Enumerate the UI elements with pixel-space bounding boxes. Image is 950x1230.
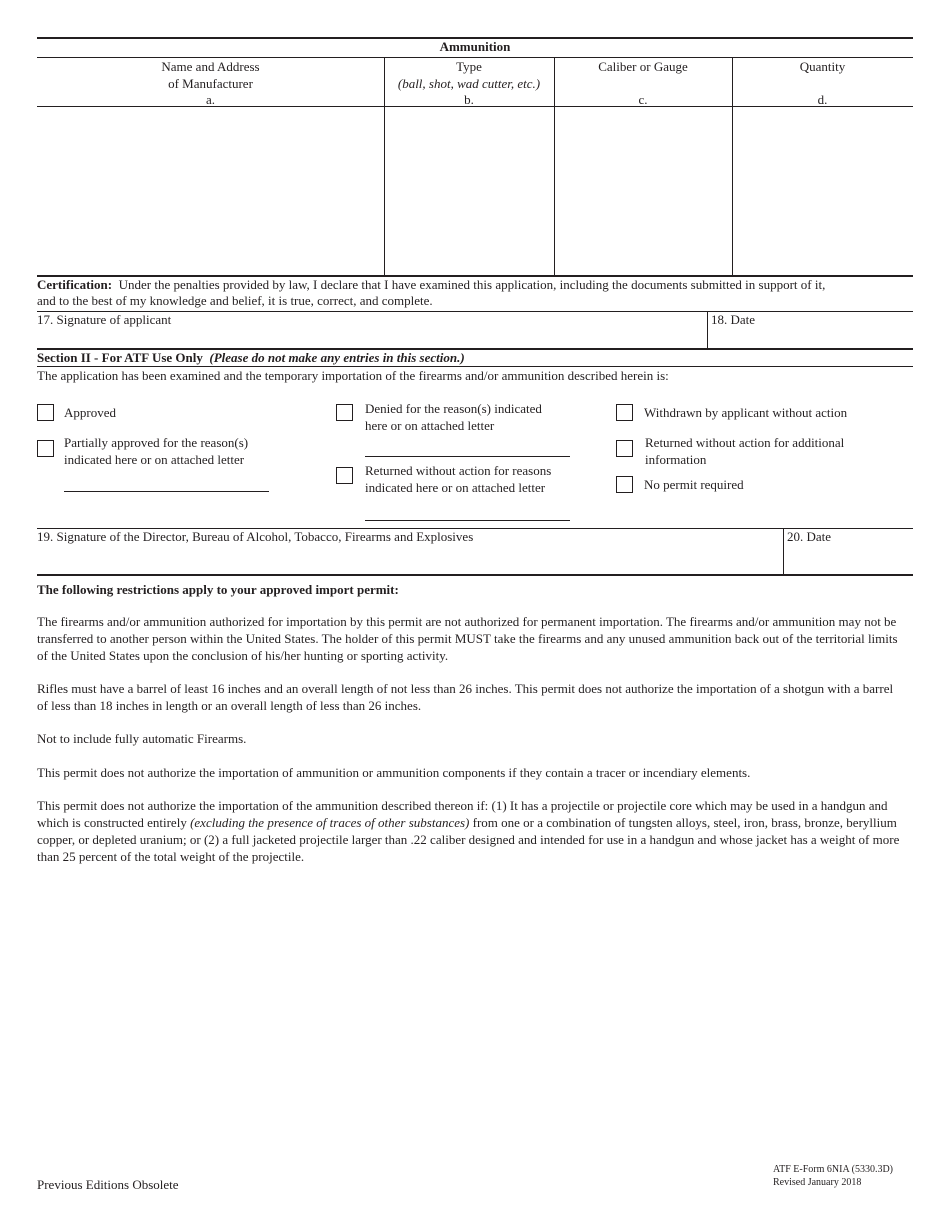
signature-director-field[interactable] xyxy=(38,546,780,573)
date-20-field[interactable] xyxy=(786,546,910,573)
returned-reasons-label-line2: indicated here or on attached letter xyxy=(365,480,546,495)
returned-reasons-checkbox[interactable] xyxy=(336,467,353,484)
partially-approved-label-line2: indicated here or on attached letter xyxy=(64,452,245,467)
col-divider-bc xyxy=(554,57,555,275)
partially-approved-label-line1: Partially approved for the reason(s) xyxy=(64,435,249,450)
quantity-entry-cell[interactable] xyxy=(734,108,912,274)
returned-reasons-label-line1: Returned without action for reasons xyxy=(365,463,552,478)
type-entry-cell[interactable] xyxy=(386,108,553,274)
returned-info-label-line1: Returned without action for additional xyxy=(645,435,845,450)
denied-label-line2: here or on attached letter xyxy=(365,418,495,433)
col-b-header-line1: Type xyxy=(456,59,482,74)
director-row-bottom-rule xyxy=(37,574,913,576)
signature-applicant-field[interactable] xyxy=(38,328,704,346)
col-b-header-line2: (ball, shot, wad cutter, etc.) xyxy=(397,76,541,91)
denied-reason-line[interactable] xyxy=(365,456,570,457)
restriction-paragraph-1: The firearms and/or ammunition authorized for importation by this permit are not authorized for permanent importation. The firearms and/or ammunition may not be transferred to another person within the United States. The holder of this permit MUST take the firearms and any unused ammunition back out of the territorial limits of the United States upon the conclusion of his/her hunting or sporting activity. xyxy=(37,614,898,663)
restriction-paragraph-2: Rifles must have a barrel of least 16 inches and an overall length of not less than 26 inches. This permit does not authorize the importation of a shotgun with a barrel of less than 18 inches in length or an overall length of less than 26 inches. xyxy=(37,681,894,713)
certification-text1: Under the penalties provided by law, I declare that I have examined this application, including the documents submitted in support of it, xyxy=(118,277,826,292)
date-18-divider xyxy=(707,311,708,348)
col-d-header: Quantity xyxy=(799,59,846,74)
partially-approved-reason-line[interactable] xyxy=(64,491,269,492)
form-identifier: ATF E-Form 6NIA (5330.3D) xyxy=(773,1164,893,1175)
returned-info-label-line2: information xyxy=(645,452,707,467)
restriction-paragraph-5 xyxy=(37,797,907,865)
section2-note: (Please do not make any entries in this section.) xyxy=(209,350,465,365)
section2-title: Section II - For ATF Use Only xyxy=(37,350,203,365)
col-a-letter: a. xyxy=(205,92,216,107)
restriction-p5-italic: (excluding the presence of traces of other substances) xyxy=(190,815,470,830)
returned-reasons-line[interactable] xyxy=(365,520,570,521)
col-d-letter: d. xyxy=(817,92,828,107)
col-c-letter: c. xyxy=(638,92,648,107)
certification-label: Certification: xyxy=(37,277,113,292)
date-20-divider xyxy=(783,528,784,575)
section2-intro: The application has been examined and the temporary importation of the firearms and/or ammunition described herein is: xyxy=(37,368,669,383)
denied-checkbox[interactable] xyxy=(336,404,353,421)
withdrawn-label: Withdrawn by applicant without action xyxy=(644,405,848,420)
signature-director-label: 19. Signature of the Director, Bureau of Alcohol, Tobacco, Firearms and Explosives xyxy=(37,529,474,544)
partially-approved-checkbox[interactable] xyxy=(37,440,54,457)
caliber-entry-cell[interactable] xyxy=(556,108,731,274)
previous-editions-note: Previous Editions Obsolete xyxy=(37,1177,179,1192)
col-a-header-line1: Name and Address xyxy=(161,59,260,74)
col-b-letter: b. xyxy=(464,92,474,107)
revision-date: Revised January 2018 xyxy=(773,1177,862,1188)
no-permit-checkbox[interactable] xyxy=(616,476,633,493)
date-20-label: 20. Date xyxy=(787,529,832,544)
no-permit-label: No permit required xyxy=(644,477,744,492)
restriction-paragraph-4: This permit does not authorize the importation of ammunition or ammunition components if they contain a tracer or incendiary elements. xyxy=(37,765,751,780)
restrictions-heading: The following restrictions apply to your approved import permit: xyxy=(37,582,399,597)
signature-applicant-label: 17. Signature of applicant xyxy=(37,312,172,327)
approved-label: Approved xyxy=(64,405,116,420)
restriction-paragraph-3: Not to include fully automatic Firearms. xyxy=(37,731,247,746)
denied-label-line1: Denied for the reason(s) indicated xyxy=(365,401,542,416)
date-18-label: 18. Date xyxy=(711,312,756,327)
restriction-p5-part3: from one or a combination of tungsten alloys, steel, iron, brass, bronze, beryllium copper, or depleted uranium; or (2) a full jacketed projectile larger than .22 caliber designed and intended for use in a handgun and whose jacket has a weight of more than 25 percent of the total weight of the projectile. xyxy=(37,815,900,864)
col-a-header-line2: of Manufacturer xyxy=(168,76,253,91)
col-divider-cd xyxy=(732,57,733,275)
ammunition-title: Ammunition xyxy=(439,39,511,54)
approved-checkbox[interactable] xyxy=(37,404,54,421)
col-c-header: Caliber or Gauge xyxy=(598,59,688,74)
date-18-field[interactable] xyxy=(710,328,910,346)
manufacturer-entry-cell[interactable] xyxy=(38,108,383,274)
table-body-top-rule xyxy=(37,106,913,107)
certification-line2: and to the best of my knowledge and belief, it is true, correct, and complete. xyxy=(37,293,433,308)
certification-line1 xyxy=(37,276,825,293)
withdrawn-checkbox[interactable] xyxy=(616,404,633,421)
returned-info-checkbox[interactable] xyxy=(616,440,633,457)
restriction-p5-part1: This permit does not authorize the importation of the ammunition described thereon if: (1) It has a projectile or projectile core which may be used in a handgun and which is constructed entirely xyxy=(37,798,888,830)
section2-heading xyxy=(37,349,465,366)
